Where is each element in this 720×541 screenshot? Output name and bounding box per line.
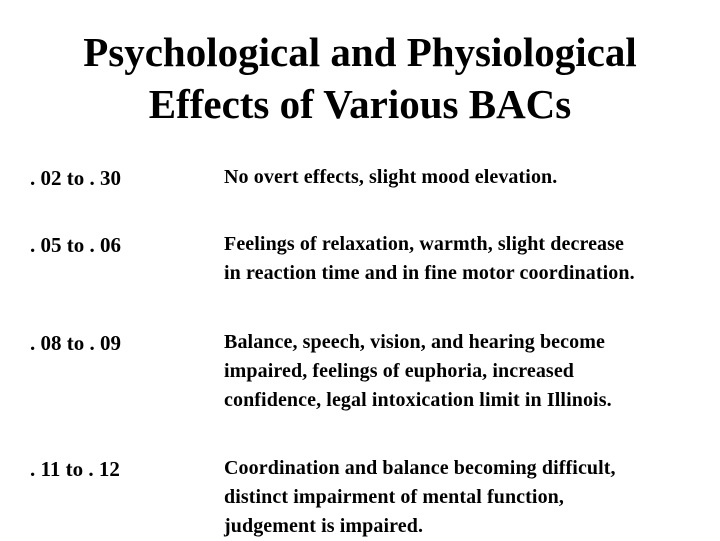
- effects-line: judgement is impaired.: [224, 515, 424, 537]
- effects-line: Balance, speech, vision, and hearing become: [224, 331, 605, 353]
- bac-effects: [224, 328, 716, 415]
- bac-effects: [224, 230, 716, 288]
- title-line-1: Psychological and Physiological: [83, 29, 637, 75]
- title-line-2: Effects of Various BACs: [148, 81, 572, 127]
- bac-range: . 02 to . 30: [30, 166, 121, 190]
- effects-line: No overt effects, slight mood elevation.: [224, 166, 558, 188]
- bac-effects: [224, 163, 716, 192]
- effects-line: confidence, legal intoxication limit in Illinois.: [224, 389, 612, 411]
- bac-range: . 11 to . 12: [30, 457, 120, 481]
- effects-line: impaired, feelings of euphoria, increased: [224, 360, 575, 382]
- bac-effects: [224, 454, 716, 541]
- effects-line: in reaction time and in fine motor coordination.: [224, 262, 635, 284]
- bac-range: . 05 to . 06: [30, 233, 121, 257]
- effects-line: Feelings of relaxation, warmth, slight decrease: [224, 233, 625, 255]
- effects-line: Coordination and balance becoming difficult,: [224, 457, 616, 479]
- page-title: [0, 26, 720, 130]
- bac-range: . 08 to . 09: [30, 331, 121, 355]
- effects-line: distinct impairment of mental function,: [224, 486, 564, 508]
